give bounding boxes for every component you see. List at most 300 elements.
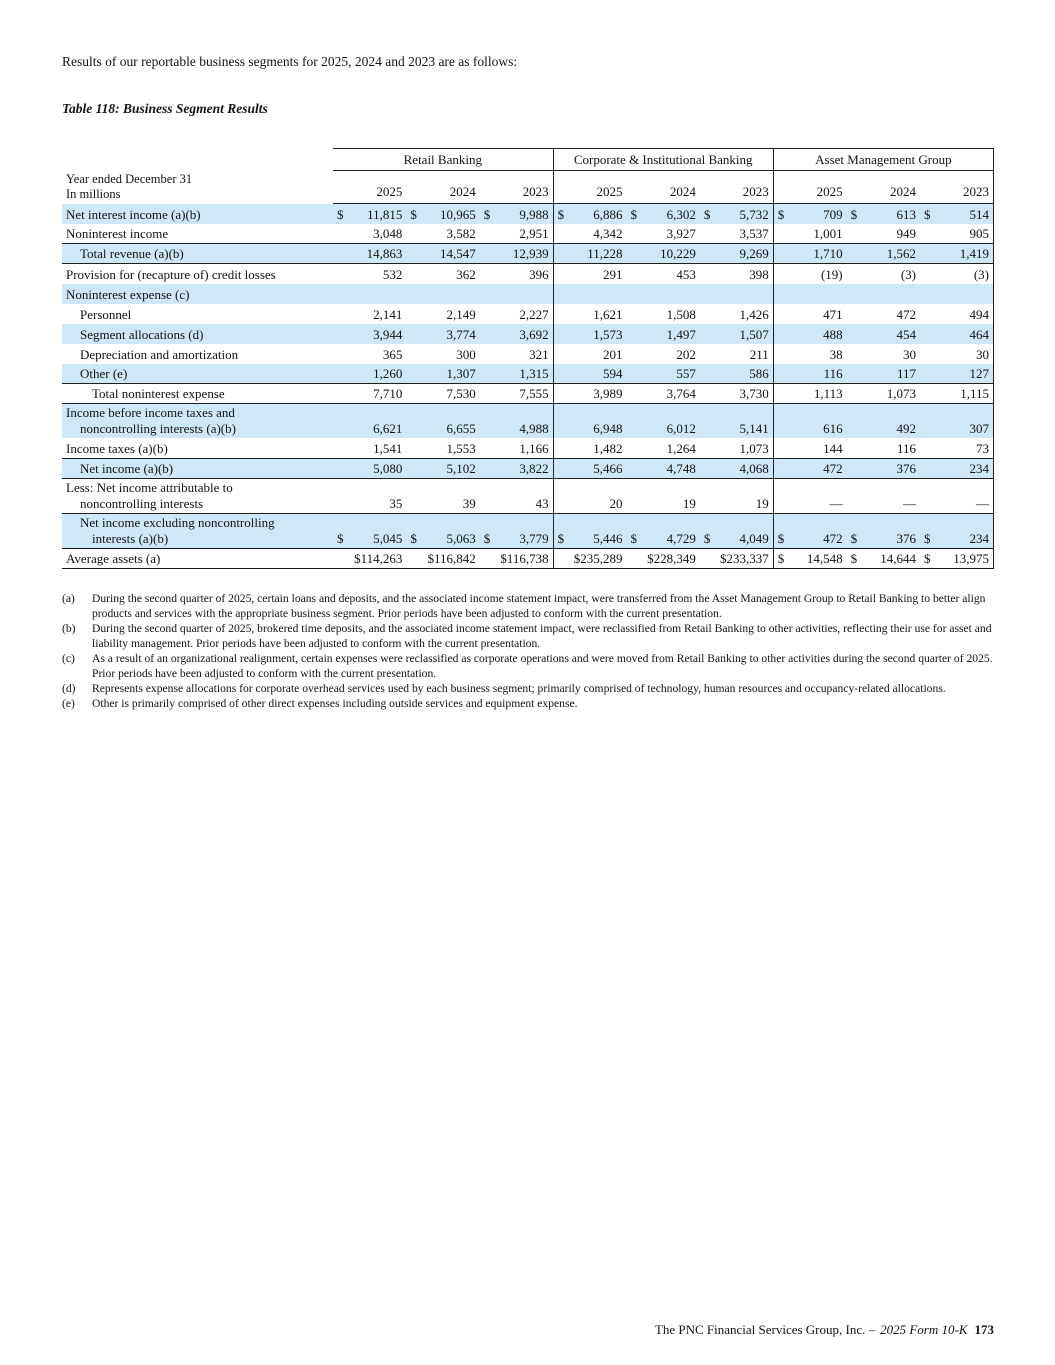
cell-value: 1,315 <box>480 364 553 384</box>
cell-value: 362 <box>456 266 476 282</box>
footnote <box>62 651 994 681</box>
footer-page-number: 173 <box>974 1322 994 1337</box>
cell-value <box>406 204 479 224</box>
cell-number: 13,975 <box>953 550 989 566</box>
years-header-row <box>62 171 994 204</box>
cell-value <box>333 204 406 224</box>
cell-value: 3,582 <box>446 226 476 241</box>
cell-value: $235,289 <box>553 548 626 568</box>
cell-value: 3,537 <box>739 226 769 241</box>
cell-number: 14,548 <box>806 550 843 566</box>
cell-value: 30 <box>903 346 916 362</box>
accounting-cell <box>851 531 916 547</box>
table-title: Table 118: Business Segment Results <box>62 101 268 116</box>
cell-value: 38 <box>773 344 846 364</box>
cell-value: 1,482 <box>553 438 626 458</box>
cell-number: 4,049 <box>739 530 769 546</box>
cell-value: 488 <box>773 324 846 344</box>
row-label <box>62 364 333 384</box>
row-label <box>62 404 333 439</box>
cell-value <box>406 284 479 304</box>
cell-value: 3,764 <box>627 384 700 404</box>
year-header: 2024 <box>847 171 920 204</box>
cell-value <box>627 284 700 304</box>
cell-value: 14,547 <box>406 244 479 264</box>
cell-value: 3,692 <box>480 324 553 344</box>
group-header: Corporate & Institutional Banking <box>553 149 773 171</box>
cell-value: (3) <box>900 266 916 282</box>
cell-value: 1,419 <box>920 244 994 264</box>
accounting-cell <box>924 531 989 547</box>
dollar-sign: $ <box>337 530 344 546</box>
cell-value: 6,948 <box>553 404 626 439</box>
intro-text: Results of our reportable business segments for 2025, 2024 and 2023 are as follows: <box>62 54 518 69</box>
cell-value: 494 <box>920 304 994 324</box>
cell-value: 4,988 <box>480 404 553 439</box>
cell-value: $233,337 <box>700 548 773 568</box>
group-header: Retail Banking <box>333 149 553 171</box>
accounting-cell <box>558 207 623 223</box>
accounting-cell <box>851 551 916 567</box>
footnote <box>62 591 994 621</box>
cell-value <box>920 513 994 548</box>
table-header <box>62 149 994 204</box>
table-row <box>62 224 994 244</box>
cell-number: 472 <box>823 530 843 546</box>
cell-value: 3,944 <box>333 324 406 344</box>
cell-value <box>553 204 626 224</box>
dollar-sign: $ <box>557 530 565 546</box>
cell-value: 1,497 <box>627 324 700 344</box>
row-label <box>62 478 333 513</box>
cell-value <box>700 204 773 224</box>
cell-value: $114,263 <box>333 548 406 568</box>
footnote-marker: (e) <box>62 697 75 710</box>
cell-value: 3,774 <box>406 324 479 344</box>
footnote-text: As a result of an organizational realignment, certain expenses were reclassified as corporate operations and were moved from Retail Banking to other activities during the second quarter of 2025. Prior periods have been adjusted to conform with the current presentation. <box>92 652 993 680</box>
row-label <box>62 344 333 364</box>
dollar-sign: $ <box>777 206 785 222</box>
dollar-sign: $ <box>850 206 858 222</box>
cell-value: 1,541 <box>373 440 403 456</box>
table-row <box>62 204 994 224</box>
cell-value: 1,113 <box>773 384 846 404</box>
footnote-text: Other is primarily comprised of other direct expenses including outside services and equipment expense. <box>92 697 578 710</box>
cell-value: 453 <box>676 266 696 282</box>
row-label-line: Other (e) <box>80 366 128 381</box>
cell-value <box>406 513 479 548</box>
cell-value <box>627 513 700 548</box>
footnote-text: Represents expense allocations for corporate overhead services used by each business segment; primarily comprised of technology, human resources and occupancy-related allocations. <box>92 682 946 695</box>
cell-value: 1,562 <box>847 244 920 264</box>
cell-value <box>333 513 406 548</box>
page-footer <box>0 1322 994 1338</box>
cell-value: 6,012 <box>627 404 700 439</box>
dollar-sign: $ <box>850 550 858 566</box>
dollar-sign: $ <box>630 530 637 546</box>
accounting-cell <box>337 531 402 547</box>
cell-value: 6,621 <box>333 404 406 439</box>
cell-value: 3,822 <box>480 458 553 478</box>
cell-value: 1,264 <box>666 440 696 456</box>
cell-value <box>847 513 920 548</box>
accounting-cell <box>410 531 475 547</box>
cell-value: 6,655 <box>406 404 479 439</box>
accounting-cell <box>484 207 549 223</box>
row-label-line: Noninterest income <box>66 226 169 241</box>
cell-value: 1,115 <box>920 384 994 404</box>
cell-value: 4,068 <box>700 458 773 478</box>
cell-value <box>920 284 994 304</box>
year-header: 2024 <box>627 171 700 204</box>
cell-value: 211 <box>749 346 769 362</box>
row-label <box>62 458 333 478</box>
cell-number: 5,045 <box>373 530 403 546</box>
group-header: Asset Management Group <box>773 149 993 171</box>
accounting-cell <box>410 207 475 223</box>
cell-number: 709 <box>823 206 843 222</box>
row-label-line: Net income (a)(b) <box>80 460 174 476</box>
cell-value: 1,573 <box>553 324 626 344</box>
cell-number: 5,063 <box>446 530 476 546</box>
cell-value: 116 <box>773 364 846 384</box>
cell-value: 14,863 <box>333 244 406 264</box>
cell-value: $116,738 <box>480 548 553 568</box>
dollar-sign: $ <box>483 530 491 546</box>
cell-number: 10,965 <box>440 206 476 222</box>
cell-value: 472 <box>773 458 846 478</box>
year-header: 2023 <box>920 171 994 204</box>
table-row <box>62 264 994 284</box>
cell-value: 396 <box>529 266 549 282</box>
row-label-line: Provision for (recapture of) credit losses <box>66 266 276 282</box>
cell-value: 3,730 <box>700 384 773 404</box>
cell-number: 3,779 <box>519 530 549 546</box>
cell-value: 472 <box>896 306 916 322</box>
cell-value: 365 <box>382 346 403 362</box>
row-label-line2: interests (a)(b) <box>92 530 169 546</box>
cell-value: 1,621 <box>553 304 626 324</box>
accounting-cell <box>778 207 843 223</box>
accounting-cell <box>558 531 623 547</box>
cell-value: 1,260 <box>333 364 406 384</box>
cell-value: 5,102 <box>406 458 479 478</box>
row-header-cell <box>62 171 333 204</box>
cell-number: 5,732 <box>739 206 769 222</box>
cell-value: 116 <box>896 440 916 456</box>
cell-value: 2,951 <box>519 226 549 241</box>
cell-value: 117 <box>847 364 920 384</box>
table-row <box>62 404 994 439</box>
accounting-cell <box>337 207 402 223</box>
row-label <box>62 244 333 264</box>
cell-value: 35 <box>389 495 403 511</box>
cell-value: 1,073 <box>847 384 920 404</box>
dollar-sign: $ <box>410 206 417 222</box>
cell-value: 1,073 <box>739 440 769 456</box>
cell-value <box>553 284 626 304</box>
row-label-line: Net income excluding noncontrolling <box>80 514 275 530</box>
row-label-line: Average assets (a) <box>66 550 161 566</box>
cell-value: 321 <box>529 346 549 362</box>
footnote-text: During the second quarter of 2025, certain loans and deposits, and the associated income statement impact, were transferred from the Asset Management Group to Retail Banking to better align products and services with the appropriate business segment. Prior periods have been adjusted to conform with the current presentation. <box>92 592 986 620</box>
cell-value: 376 <box>847 458 920 478</box>
cell-value: 1,001 <box>773 224 846 244</box>
cell-value <box>700 284 773 304</box>
group-header-row <box>62 149 994 171</box>
dollar-sign: $ <box>850 530 858 546</box>
row-header-line1: Year ended December 31 <box>66 171 193 186</box>
cell-number: 14,644 <box>880 550 916 566</box>
year-header: 2025 <box>773 171 846 204</box>
table-row <box>62 284 994 304</box>
cell-value <box>920 204 994 224</box>
cell-value: 7,530 <box>406 384 479 404</box>
row-label-line: Less: Net income attributable to <box>66 479 233 495</box>
row-label <box>62 438 333 458</box>
row-label-line2: noncontrolling interests <box>80 495 204 511</box>
cell-value: 616 <box>773 404 846 439</box>
row-label <box>62 384 333 404</box>
cell-value <box>773 548 846 568</box>
dollar-sign: $ <box>703 530 711 546</box>
cell-value: 2,141 <box>373 306 403 322</box>
cell-number: 11,815 <box>367 206 403 222</box>
year-header: 2025 <box>333 171 406 204</box>
dollar-sign: $ <box>703 206 711 222</box>
cell-value: 20 <box>553 478 626 513</box>
cell-value <box>920 548 994 568</box>
cell-value: 144 <box>773 438 846 458</box>
cell-value: $116,842 <box>406 548 479 568</box>
year-header: 2023 <box>700 171 773 204</box>
footnotes <box>62 591 994 711</box>
table-row <box>62 364 994 384</box>
cell-value: 5,141 <box>700 404 773 439</box>
row-label <box>62 324 333 344</box>
dollar-sign: $ <box>483 206 491 222</box>
row-label-line: Noninterest expense (c) <box>66 286 190 302</box>
dollar-sign: $ <box>557 206 565 222</box>
cell-value: 1,507 <box>700 324 773 344</box>
cell-value: 19 <box>755 495 769 511</box>
cell-value: 557 <box>627 364 700 384</box>
cell-value: 2,149 <box>446 306 476 322</box>
footer-company: The PNC Financial Services Group, Inc. – <box>654 1322 876 1337</box>
segment-table <box>62 148 994 569</box>
table-row <box>62 384 994 404</box>
dollar-sign: $ <box>924 206 931 222</box>
footnote-text: During the second quarter of 2025, brokered time deposits, and the associated income statement impact, were reclassified from Retail Banking to other activities, reflecting their use for asset and liability management. Prior periods have been adjusted to conform with the current presentation. <box>92 622 992 650</box>
cell-value: 3,048 <box>373 226 403 241</box>
cell-value: (3) <box>920 264 994 284</box>
cell-number: 376 <box>896 530 916 546</box>
table-row <box>62 458 994 478</box>
cell-value <box>480 204 553 224</box>
cell-value: 291 <box>553 264 626 284</box>
cell-value <box>773 284 846 304</box>
table-row <box>62 304 994 324</box>
cell-number: 4,729 <box>666 530 696 546</box>
cell-value: 586 <box>700 364 773 384</box>
accounting-cell <box>484 531 549 547</box>
cell-value: 202 <box>676 346 696 362</box>
cell-value: 464 <box>920 324 994 344</box>
dollar-sign: $ <box>410 530 417 546</box>
cell-value <box>847 548 920 568</box>
dollar-sign: $ <box>777 530 785 546</box>
corner-cell <box>62 149 333 171</box>
accounting-cell <box>704 207 769 223</box>
table-body <box>62 204 994 569</box>
cell-value: 5,466 <box>553 458 626 478</box>
dollar-sign: $ <box>337 206 344 222</box>
cell-value: 1,553 <box>446 440 476 456</box>
dollar-sign: $ <box>630 206 637 222</box>
footnote-marker: (d) <box>62 682 76 695</box>
cell-value <box>847 204 920 224</box>
dollar-sign: $ <box>924 530 931 546</box>
footnote <box>62 681 994 696</box>
cell-value: 1,710 <box>773 244 846 264</box>
table-row <box>62 344 994 364</box>
row-label-line: Depreciation and amortization <box>80 346 239 362</box>
row-header-line2: In millions <box>66 186 121 201</box>
cell-value: 9,269 <box>700 244 773 264</box>
cell-value: 4,342 <box>553 224 626 244</box>
cell-value: 73 <box>920 438 994 458</box>
cell-value: 234 <box>920 458 994 478</box>
row-label <box>62 204 333 224</box>
cell-value: 10,229 <box>627 244 700 264</box>
footnote-marker: (a) <box>62 592 75 605</box>
cell-value: 7,555 <box>480 384 553 404</box>
cell-value <box>480 513 553 548</box>
accounting-cell <box>631 531 696 547</box>
accounting-cell <box>851 207 916 223</box>
cell-value: 43 <box>535 495 549 511</box>
cell-value: 19 <box>682 495 696 511</box>
cell-value: 532 <box>382 266 403 282</box>
dollar-sign: $ <box>924 550 931 566</box>
row-label-line: Income taxes (a)(b) <box>66 440 168 456</box>
cell-value: 4,748 <box>627 458 700 478</box>
cell-value: 12,939 <box>480 244 553 264</box>
cell-value: 594 <box>553 364 626 384</box>
row-label <box>62 224 333 244</box>
cell-value: 492 <box>847 404 920 439</box>
cell-value: (19) <box>773 264 846 284</box>
cell-number: 6,886 <box>593 206 623 222</box>
cell-value: 1,508 <box>666 306 696 322</box>
cell-value: 2,227 <box>519 306 549 322</box>
row-label <box>62 548 333 568</box>
row-label <box>62 304 333 324</box>
cell-value: 1,307 <box>406 364 479 384</box>
cell-value: — <box>920 478 994 513</box>
row-label <box>62 284 333 304</box>
cell-value <box>627 204 700 224</box>
year-header: 2024 <box>406 171 479 204</box>
cell-value <box>700 513 773 548</box>
row-label-line: Personnel <box>80 306 132 322</box>
cell-number: 9,988 <box>519 206 549 222</box>
cell-value <box>333 284 406 304</box>
cell-number: 6,302 <box>666 206 696 222</box>
dollar-sign: $ <box>777 550 785 566</box>
footer-form-label: 2025 Form 10-K <box>880 1322 968 1337</box>
cell-value: 398 <box>749 266 769 282</box>
row-label <box>62 513 333 548</box>
table-row <box>62 548 994 568</box>
footnote <box>62 621 994 651</box>
cell-value: 300 <box>456 346 476 362</box>
cell-value: 11,228 <box>553 244 626 264</box>
row-label-line: Income before income taxes and <box>66 405 235 420</box>
table-row <box>62 324 994 344</box>
cell-value: 127 <box>920 364 994 384</box>
year-header: 2025 <box>553 171 626 204</box>
accounting-cell <box>631 207 696 223</box>
cell-value: 905 <box>920 224 994 244</box>
cell-value: 3,989 <box>553 384 626 404</box>
cell-number: 514 <box>969 206 989 222</box>
cell-value: 7,710 <box>333 384 406 404</box>
cell-value <box>773 204 846 224</box>
row-label-line: Total revenue (a)(b) <box>80 246 184 261</box>
table-row <box>62 478 994 513</box>
row-label-line: Segment allocations (d) <box>80 326 204 342</box>
cell-value: 471 <box>773 304 846 324</box>
cell-value: 30 <box>920 344 994 364</box>
cell-value: 1,166 <box>519 440 549 456</box>
accounting-cell <box>704 531 769 547</box>
row-label-line: Net interest income (a)(b) <box>66 206 201 222</box>
cell-value: 201 <box>553 344 626 364</box>
footnote-marker: (b) <box>62 622 76 635</box>
cell-value: — <box>903 495 916 511</box>
cell-number: 613 <box>896 206 916 222</box>
cell-number: 5,446 <box>593 530 623 546</box>
row-label-line: Total noninterest expense <box>92 386 225 401</box>
cell-value: 454 <box>847 324 920 344</box>
cell-number: 234 <box>969 530 989 546</box>
accounting-cell <box>924 207 989 223</box>
cell-value <box>553 513 626 548</box>
cell-value: 39 <box>462 495 476 511</box>
accounting-cell <box>924 551 989 567</box>
row-label-line2: noncontrolling interests (a)(b) <box>80 421 236 436</box>
table-row <box>62 513 994 548</box>
cell-value: 3,927 <box>666 226 696 241</box>
cell-value: — <box>773 478 846 513</box>
cell-value: 949 <box>896 226 916 241</box>
footnote <box>62 696 994 711</box>
cell-value <box>773 513 846 548</box>
row-label <box>62 264 333 284</box>
cell-value: 1,426 <box>739 306 769 322</box>
footnote-marker: (c) <box>62 652 75 665</box>
accounting-cell <box>778 551 843 567</box>
cell-value: 5,080 <box>333 458 406 478</box>
year-header: 2023 <box>480 171 553 204</box>
cell-value: 307 <box>920 404 994 439</box>
cell-value <box>480 284 553 304</box>
cell-value: $228,349 <box>627 548 700 568</box>
accounting-cell <box>778 531 843 547</box>
cell-value <box>847 284 920 304</box>
table-row <box>62 438 994 458</box>
